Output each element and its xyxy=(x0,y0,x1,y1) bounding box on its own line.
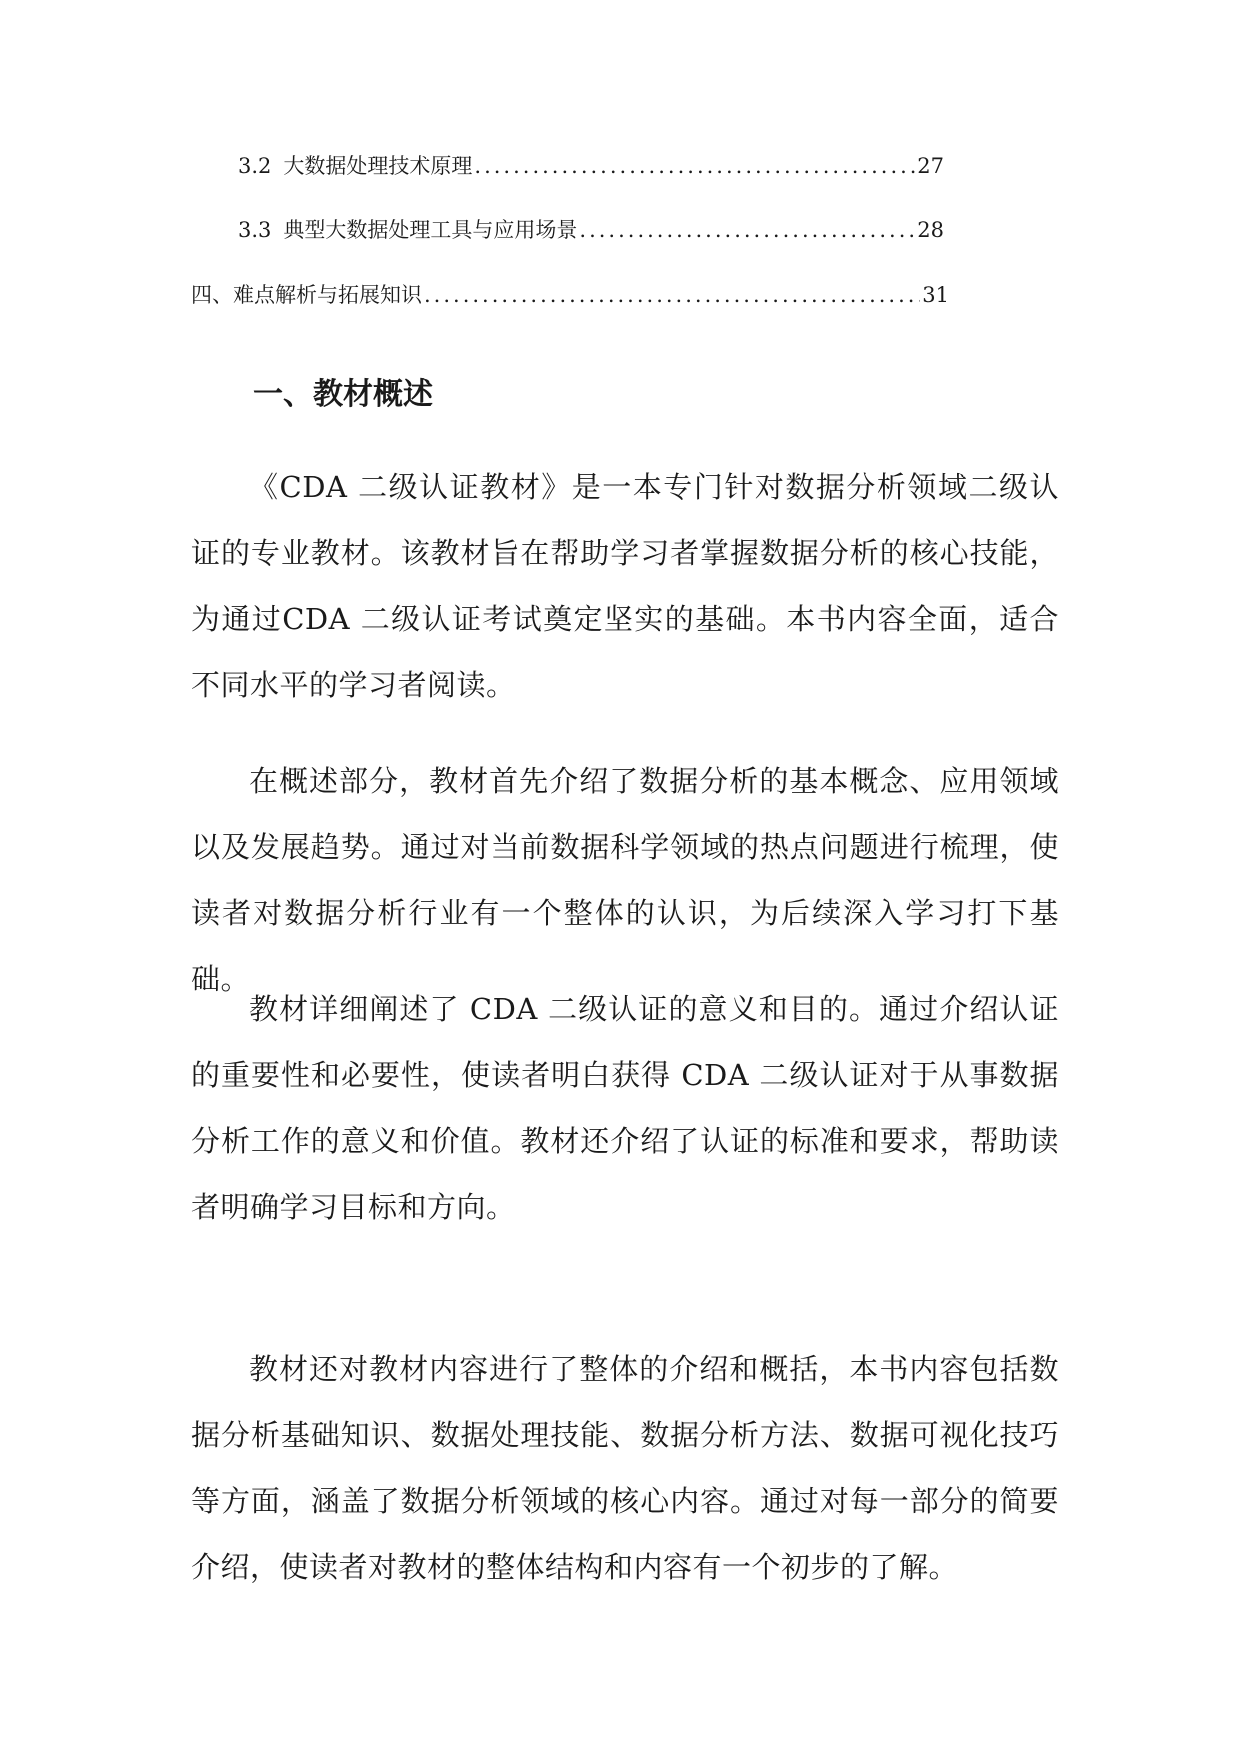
body-paragraph: 教材还对教材内容进行了整体的介绍和概括，本书内容包括数据分析基础知识、数据处理技能、数据分析方法、数据可视化技巧等方面，涵盖了数据分析领域的核心内容。通过对每一部分的简要介绍，使读者对教材的整体结构和内容有一个初步的了解。 xyxy=(191,1352,1059,1584)
toc-leader-dots xyxy=(579,220,915,241)
body-paragraph: 《CDA 二级认证教材》是一本专门针对数据分析领域二级认证的专业教材。该教材旨在帮助学习者掌握数据分析的核心技能，为通过CDA 二级认证考试奠定坚实的基础。本书内容全面，适合不同水平的学习者阅读。 xyxy=(191,470,1059,702)
body-paragraph: 教材详细阐述了 CDA 二级认证的意义和目的。通过介绍认证的重要性和必要性，使读者明白获得 CDA 二级认证对于从事数据分析工作的意义和价值。教材还介绍了认证的标准和要求，帮助读者明确学习目标和方向。 xyxy=(191,992,1059,1224)
toc-entry-page: 31 xyxy=(922,283,949,307)
toc-entry-3-2[interactable] xyxy=(238,156,944,177)
toc-entry-title: 典型大数据处理工具与应用场景 xyxy=(283,218,578,242)
section-heading: 一、教材概述 xyxy=(253,377,433,412)
body-paragraph: 在概述部分，教材首先介绍了数据分析的基本概念、应用领域以及发展趋势。通过对当前数据科学领域的热点问题进行梳理，使读者对数据分析行业有一个整体的认识，为后续深入学习打下基础。 xyxy=(191,764,1059,996)
toc-entry-title: 四、难点解析与拓展知识 xyxy=(191,283,422,307)
toc-entry-number: 3.3 xyxy=(238,218,272,242)
toc-entry-3-3[interactable] xyxy=(238,220,944,241)
toc-entry-title: 大数据处理技术原理 xyxy=(283,154,473,178)
toc-leader-dots xyxy=(424,285,920,306)
toc-entry-4[interactable] xyxy=(191,285,949,306)
toc-entry-page: 28 xyxy=(917,218,944,242)
toc-leader-dots xyxy=(474,156,915,177)
toc-entry-number: 3.2 xyxy=(238,154,272,178)
toc-entry-page: 27 xyxy=(917,154,944,178)
